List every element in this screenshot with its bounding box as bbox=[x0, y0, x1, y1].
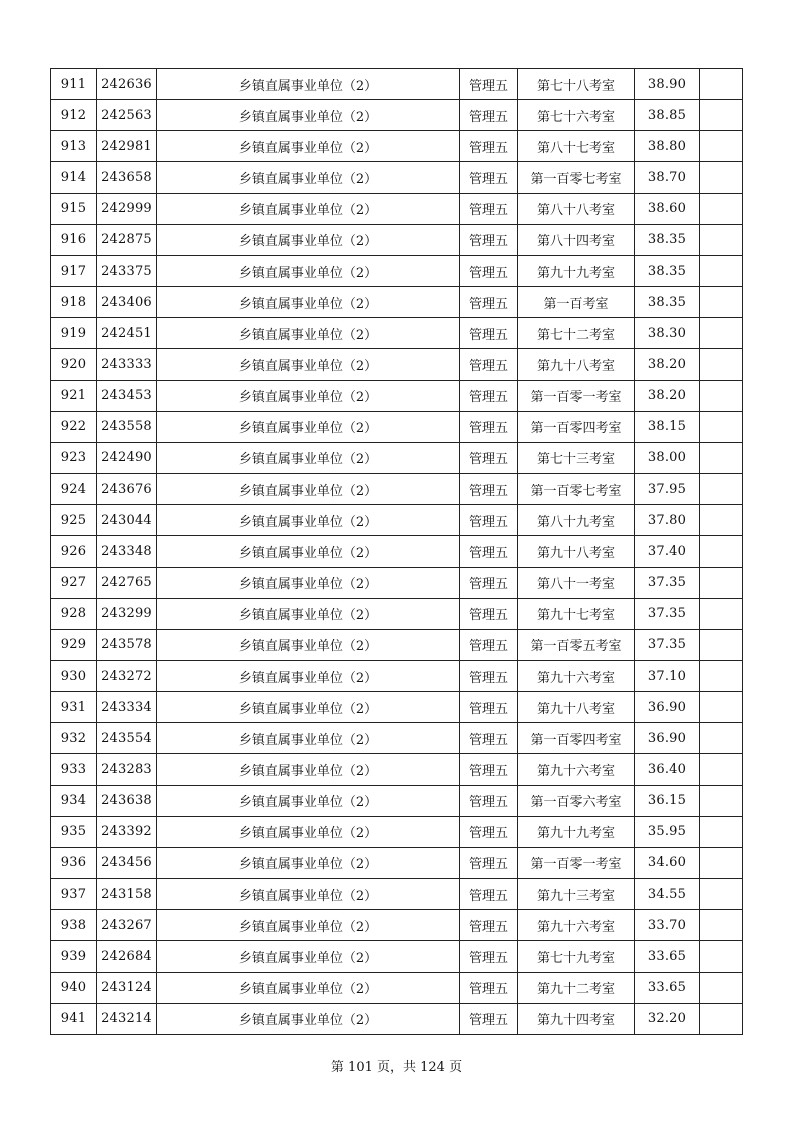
score-cell: 34.55 bbox=[635, 879, 700, 910]
score-cell: 33.70 bbox=[635, 910, 700, 941]
table-row bbox=[51, 442, 743, 473]
score-cell: 37.35 bbox=[635, 629, 700, 660]
candidate-id-cell: 242636 bbox=[97, 69, 157, 100]
unit-name-cell: 乡镇直属事业单位（2） bbox=[157, 847, 460, 878]
score-cell: 37.35 bbox=[635, 598, 700, 629]
score-cell: 38.80 bbox=[635, 131, 700, 162]
unit-name-cell: 乡镇直属事业单位（2） bbox=[157, 536, 460, 567]
score-cell: 36.90 bbox=[635, 692, 700, 723]
unit-name-cell: 乡镇直属事业单位（2） bbox=[157, 754, 460, 785]
unit-name-cell: 乡镇直属事业单位（2） bbox=[157, 910, 460, 941]
post-name-cell: 管理五 bbox=[460, 505, 518, 536]
row-number-cell: 924 bbox=[51, 474, 97, 505]
table-row bbox=[51, 255, 743, 286]
exam-room-cell: 第一百零一考室 bbox=[518, 847, 635, 878]
candidate-id-cell: 243299 bbox=[97, 598, 157, 629]
remark-cell bbox=[700, 318, 743, 349]
candidate-id-cell: 243158 bbox=[97, 879, 157, 910]
score-cell: 32.20 bbox=[635, 1003, 700, 1034]
unit-name-cell: 乡镇直属事业单位（2） bbox=[157, 318, 460, 349]
results-table-body bbox=[51, 69, 743, 1035]
table-row bbox=[51, 536, 743, 567]
remark-cell bbox=[700, 474, 743, 505]
score-cell: 36.90 bbox=[635, 723, 700, 754]
row-number-cell: 938 bbox=[51, 910, 97, 941]
candidate-id-cell: 243453 bbox=[97, 380, 157, 411]
unit-name-cell: 乡镇直属事业单位（2） bbox=[157, 349, 460, 380]
page-footer: 第 101 页，共 124 页 bbox=[330, 1060, 463, 1075]
score-cell: 36.15 bbox=[635, 785, 700, 816]
table-row bbox=[51, 318, 743, 349]
post-name-cell: 管理五 bbox=[460, 754, 518, 785]
exam-room-cell: 第八十七考室 bbox=[518, 131, 635, 162]
remark-cell bbox=[700, 287, 743, 318]
remark-cell bbox=[700, 255, 743, 286]
candidate-id-cell: 242981 bbox=[97, 131, 157, 162]
post-name-cell: 管理五 bbox=[460, 816, 518, 847]
candidate-id-cell: 243558 bbox=[97, 411, 157, 442]
row-number-cell: 920 bbox=[51, 349, 97, 380]
row-number-cell: 914 bbox=[51, 162, 97, 193]
unit-name-cell: 乡镇直属事业单位（2） bbox=[157, 567, 460, 598]
post-name-cell: 管理五 bbox=[460, 692, 518, 723]
score-cell: 34.60 bbox=[635, 847, 700, 878]
unit-name-cell: 乡镇直属事业单位（2） bbox=[157, 100, 460, 131]
exam-room-cell: 第七十三考室 bbox=[518, 442, 635, 473]
exam-room-cell: 第九十八考室 bbox=[518, 349, 635, 380]
unit-name-cell: 乡镇直属事业单位（2） bbox=[157, 474, 460, 505]
exam-room-cell: 第七十八考室 bbox=[518, 69, 635, 100]
post-name-cell: 管理五 bbox=[460, 349, 518, 380]
exam-room-cell: 第一百零七考室 bbox=[518, 162, 635, 193]
table-row bbox=[51, 411, 743, 442]
table-row bbox=[51, 224, 743, 255]
row-number-cell: 923 bbox=[51, 442, 97, 473]
row-number-cell: 936 bbox=[51, 847, 97, 878]
remark-cell bbox=[700, 69, 743, 100]
table-row bbox=[51, 847, 743, 878]
score-cell: 38.00 bbox=[635, 442, 700, 473]
candidate-id-cell: 243333 bbox=[97, 349, 157, 380]
exam-room-cell: 第九十九考室 bbox=[518, 816, 635, 847]
row-number-cell: 919 bbox=[51, 318, 97, 349]
candidate-id-cell: 243044 bbox=[97, 505, 157, 536]
row-number-cell: 916 bbox=[51, 224, 97, 255]
score-cell: 38.30 bbox=[635, 318, 700, 349]
unit-name-cell: 乡镇直属事业单位（2） bbox=[157, 442, 460, 473]
exam-room-cell: 第九十四考室 bbox=[518, 1003, 635, 1034]
score-cell: 38.20 bbox=[635, 349, 700, 380]
row-number-cell: 915 bbox=[51, 193, 97, 224]
candidate-id-cell: 243456 bbox=[97, 847, 157, 878]
post-name-cell: 管理五 bbox=[460, 847, 518, 878]
post-name-cell: 管理五 bbox=[460, 318, 518, 349]
remark-cell bbox=[700, 941, 743, 972]
exam-room-cell: 第九十七考室 bbox=[518, 598, 635, 629]
post-name-cell: 管理五 bbox=[460, 255, 518, 286]
row-number-cell: 926 bbox=[51, 536, 97, 567]
row-number-cell: 921 bbox=[51, 380, 97, 411]
candidate-id-cell: 242490 bbox=[97, 442, 157, 473]
unit-name-cell: 乡镇直属事业单位（2） bbox=[157, 411, 460, 442]
unit-name-cell: 乡镇直属事业单位（2） bbox=[157, 162, 460, 193]
candidate-id-cell: 243348 bbox=[97, 536, 157, 567]
post-name-cell: 管理五 bbox=[460, 131, 518, 162]
unit-name-cell: 乡镇直属事业单位（2） bbox=[157, 287, 460, 318]
row-number-cell: 912 bbox=[51, 100, 97, 131]
remark-cell bbox=[700, 629, 743, 660]
remark-cell bbox=[700, 349, 743, 380]
row-number-cell: 918 bbox=[51, 287, 97, 318]
row-number-cell: 911 bbox=[51, 69, 97, 100]
post-name-cell: 管理五 bbox=[460, 660, 518, 691]
exam-room-cell: 第一百零四考室 bbox=[518, 723, 635, 754]
unit-name-cell: 乡镇直属事业单位（2） bbox=[157, 941, 460, 972]
candidate-id-cell: 242684 bbox=[97, 941, 157, 972]
post-name-cell: 管理五 bbox=[460, 411, 518, 442]
exam-room-cell: 第九十六考室 bbox=[518, 660, 635, 691]
post-name-cell: 管理五 bbox=[460, 442, 518, 473]
post-name-cell: 管理五 bbox=[460, 100, 518, 131]
exam-room-cell: 第九十六考室 bbox=[518, 910, 635, 941]
unit-name-cell: 乡镇直属事业单位（2） bbox=[157, 785, 460, 816]
remark-cell bbox=[700, 193, 743, 224]
post-name-cell: 管理五 bbox=[460, 598, 518, 629]
post-name-cell: 管理五 bbox=[460, 629, 518, 660]
remark-cell bbox=[700, 972, 743, 1003]
unit-name-cell: 乡镇直属事业单位（2） bbox=[157, 131, 460, 162]
remark-cell bbox=[700, 567, 743, 598]
post-name-cell: 管理五 bbox=[460, 972, 518, 1003]
row-number-cell: 929 bbox=[51, 629, 97, 660]
post-name-cell: 管理五 bbox=[460, 380, 518, 411]
table-row bbox=[51, 692, 743, 723]
remark-cell bbox=[700, 442, 743, 473]
row-number-cell: 931 bbox=[51, 692, 97, 723]
score-cell: 38.15 bbox=[635, 411, 700, 442]
exam-room-cell: 第九十九考室 bbox=[518, 255, 635, 286]
unit-name-cell: 乡镇直属事业单位（2） bbox=[157, 505, 460, 536]
exam-room-cell: 第一百零四考室 bbox=[518, 411, 635, 442]
candidate-id-cell: 243334 bbox=[97, 692, 157, 723]
table-row bbox=[51, 941, 743, 972]
score-cell: 38.35 bbox=[635, 287, 700, 318]
score-cell: 35.95 bbox=[635, 816, 700, 847]
row-number-cell: 937 bbox=[51, 879, 97, 910]
candidate-id-cell: 242999 bbox=[97, 193, 157, 224]
unit-name-cell: 乡镇直属事业单位（2） bbox=[157, 723, 460, 754]
exam-room-cell: 第八十八考室 bbox=[518, 193, 635, 224]
row-number-cell: 933 bbox=[51, 754, 97, 785]
candidate-id-cell: 242765 bbox=[97, 567, 157, 598]
row-number-cell: 913 bbox=[51, 131, 97, 162]
row-number-cell: 932 bbox=[51, 723, 97, 754]
table-row bbox=[51, 629, 743, 660]
unit-name-cell: 乡镇直属事业单位（2） bbox=[157, 598, 460, 629]
table-row bbox=[51, 131, 743, 162]
exam-room-cell: 第一百零七考室 bbox=[518, 474, 635, 505]
remark-cell bbox=[700, 505, 743, 536]
candidate-id-cell: 243124 bbox=[97, 972, 157, 1003]
row-number-cell: 917 bbox=[51, 255, 97, 286]
score-cell: 38.20 bbox=[635, 380, 700, 411]
exam-room-cell: 第一百考室 bbox=[518, 287, 635, 318]
table-row bbox=[51, 193, 743, 224]
table-row bbox=[51, 349, 743, 380]
post-name-cell: 管理五 bbox=[460, 287, 518, 318]
remark-cell bbox=[700, 131, 743, 162]
candidate-id-cell: 243578 bbox=[97, 629, 157, 660]
score-cell: 38.85 bbox=[635, 100, 700, 131]
candidate-id-cell: 243406 bbox=[97, 287, 157, 318]
exam-room-cell: 第八十九考室 bbox=[518, 505, 635, 536]
candidate-id-cell: 243267 bbox=[97, 910, 157, 941]
unit-name-cell: 乡镇直属事业单位（2） bbox=[157, 879, 460, 910]
unit-name-cell: 乡镇直属事业单位（2） bbox=[157, 224, 460, 255]
unit-name-cell: 乡镇直属事业单位（2） bbox=[157, 660, 460, 691]
post-name-cell: 管理五 bbox=[460, 879, 518, 910]
table-row bbox=[51, 567, 743, 598]
score-cell: 37.40 bbox=[635, 536, 700, 567]
post-name-cell: 管理五 bbox=[460, 723, 518, 754]
unit-name-cell: 乡镇直属事业单位（2） bbox=[157, 1003, 460, 1034]
post-name-cell: 管理五 bbox=[460, 567, 518, 598]
exam-room-cell: 第九十八考室 bbox=[518, 692, 635, 723]
post-name-cell: 管理五 bbox=[460, 1003, 518, 1034]
remark-cell bbox=[700, 1003, 743, 1034]
table-row bbox=[51, 785, 743, 816]
remark-cell bbox=[700, 162, 743, 193]
post-name-cell: 管理五 bbox=[460, 941, 518, 972]
unit-name-cell: 乡镇直属事业单位（2） bbox=[157, 816, 460, 847]
row-number-cell: 940 bbox=[51, 972, 97, 1003]
candidate-id-cell: 242563 bbox=[97, 100, 157, 131]
exam-room-cell: 第一百零一考室 bbox=[518, 380, 635, 411]
table-row bbox=[51, 505, 743, 536]
table-row bbox=[51, 598, 743, 629]
table-row bbox=[51, 69, 743, 100]
post-name-cell: 管理五 bbox=[460, 536, 518, 567]
table-row bbox=[51, 910, 743, 941]
post-name-cell: 管理五 bbox=[460, 910, 518, 941]
unit-name-cell: 乡镇直属事业单位（2） bbox=[157, 380, 460, 411]
row-number-cell: 922 bbox=[51, 411, 97, 442]
row-number-cell: 939 bbox=[51, 941, 97, 972]
unit-name-cell: 乡镇直属事业单位（2） bbox=[157, 193, 460, 224]
post-name-cell: 管理五 bbox=[460, 193, 518, 224]
exam-room-cell: 第九十八考室 bbox=[518, 536, 635, 567]
remark-cell bbox=[700, 692, 743, 723]
exam-room-cell: 第七十九考室 bbox=[518, 941, 635, 972]
remark-cell bbox=[700, 411, 743, 442]
remark-cell bbox=[700, 224, 743, 255]
score-cell: 37.80 bbox=[635, 505, 700, 536]
unit-name-cell: 乡镇直属事业单位（2） bbox=[157, 255, 460, 286]
remark-cell bbox=[700, 785, 743, 816]
score-cell: 38.90 bbox=[635, 69, 700, 100]
row-number-cell: 941 bbox=[51, 1003, 97, 1034]
candidate-id-cell: 243283 bbox=[97, 754, 157, 785]
score-cell: 38.70 bbox=[635, 162, 700, 193]
score-cell: 37.35 bbox=[635, 567, 700, 598]
score-cell: 37.95 bbox=[635, 474, 700, 505]
score-cell: 37.10 bbox=[635, 660, 700, 691]
post-name-cell: 管理五 bbox=[460, 224, 518, 255]
candidate-id-cell: 243375 bbox=[97, 255, 157, 286]
row-number-cell: 925 bbox=[51, 505, 97, 536]
exam-room-cell: 第九十二考室 bbox=[518, 972, 635, 1003]
score-cell: 33.65 bbox=[635, 972, 700, 1003]
post-name-cell: 管理五 bbox=[460, 162, 518, 193]
remark-cell bbox=[700, 380, 743, 411]
score-cell: 36.40 bbox=[635, 754, 700, 785]
unit-name-cell: 乡镇直属事业单位（2） bbox=[157, 69, 460, 100]
exam-room-cell: 第一百零六考室 bbox=[518, 785, 635, 816]
table-row bbox=[51, 474, 743, 505]
remark-cell bbox=[700, 847, 743, 878]
table-row bbox=[51, 816, 743, 847]
unit-name-cell: 乡镇直属事业单位（2） bbox=[157, 692, 460, 723]
exam-room-cell: 第九十六考室 bbox=[518, 754, 635, 785]
unit-name-cell: 乡镇直属事业单位（2） bbox=[157, 629, 460, 660]
exam-room-cell: 第九十三考室 bbox=[518, 879, 635, 910]
results-table bbox=[50, 68, 743, 1035]
table-row bbox=[51, 287, 743, 318]
candidate-id-cell: 242875 bbox=[97, 224, 157, 255]
exam-room-cell: 第一百零五考室 bbox=[518, 629, 635, 660]
exam-room-cell: 第七十六考室 bbox=[518, 100, 635, 131]
remark-cell bbox=[700, 598, 743, 629]
exam-room-cell: 第七十二考室 bbox=[518, 318, 635, 349]
remark-cell bbox=[700, 536, 743, 567]
remark-cell bbox=[700, 754, 743, 785]
post-name-cell: 管理五 bbox=[460, 785, 518, 816]
table-row bbox=[51, 723, 743, 754]
candidate-id-cell: 242451 bbox=[97, 318, 157, 349]
candidate-id-cell: 243392 bbox=[97, 816, 157, 847]
remark-cell bbox=[700, 879, 743, 910]
table-row bbox=[51, 162, 743, 193]
score-cell: 38.35 bbox=[635, 255, 700, 286]
remark-cell bbox=[700, 910, 743, 941]
remark-cell bbox=[700, 816, 743, 847]
candidate-id-cell: 243676 bbox=[97, 474, 157, 505]
post-name-cell: 管理五 bbox=[460, 69, 518, 100]
remark-cell bbox=[700, 660, 743, 691]
candidate-id-cell: 243638 bbox=[97, 785, 157, 816]
row-number-cell: 930 bbox=[51, 660, 97, 691]
table-row bbox=[51, 660, 743, 691]
table-row bbox=[51, 754, 743, 785]
candidate-id-cell: 243658 bbox=[97, 162, 157, 193]
score-cell: 33.65 bbox=[635, 941, 700, 972]
candidate-id-cell: 243554 bbox=[97, 723, 157, 754]
row-number-cell: 928 bbox=[51, 598, 97, 629]
table-row bbox=[51, 972, 743, 1003]
table-row bbox=[51, 1003, 743, 1034]
remark-cell bbox=[700, 723, 743, 754]
table-row bbox=[51, 100, 743, 131]
row-number-cell: 927 bbox=[51, 567, 97, 598]
exam-room-cell: 第八十一考室 bbox=[518, 567, 635, 598]
row-number-cell: 935 bbox=[51, 816, 97, 847]
unit-name-cell: 乡镇直属事业单位（2） bbox=[157, 972, 460, 1003]
remark-cell bbox=[700, 100, 743, 131]
table-row bbox=[51, 380, 743, 411]
candidate-id-cell: 243272 bbox=[97, 660, 157, 691]
row-number-cell: 934 bbox=[51, 785, 97, 816]
exam-room-cell: 第八十四考室 bbox=[518, 224, 635, 255]
candidate-id-cell: 243214 bbox=[97, 1003, 157, 1034]
score-cell: 38.35 bbox=[635, 224, 700, 255]
post-name-cell: 管理五 bbox=[460, 474, 518, 505]
score-cell: 38.60 bbox=[635, 193, 700, 224]
table-row bbox=[51, 879, 743, 910]
